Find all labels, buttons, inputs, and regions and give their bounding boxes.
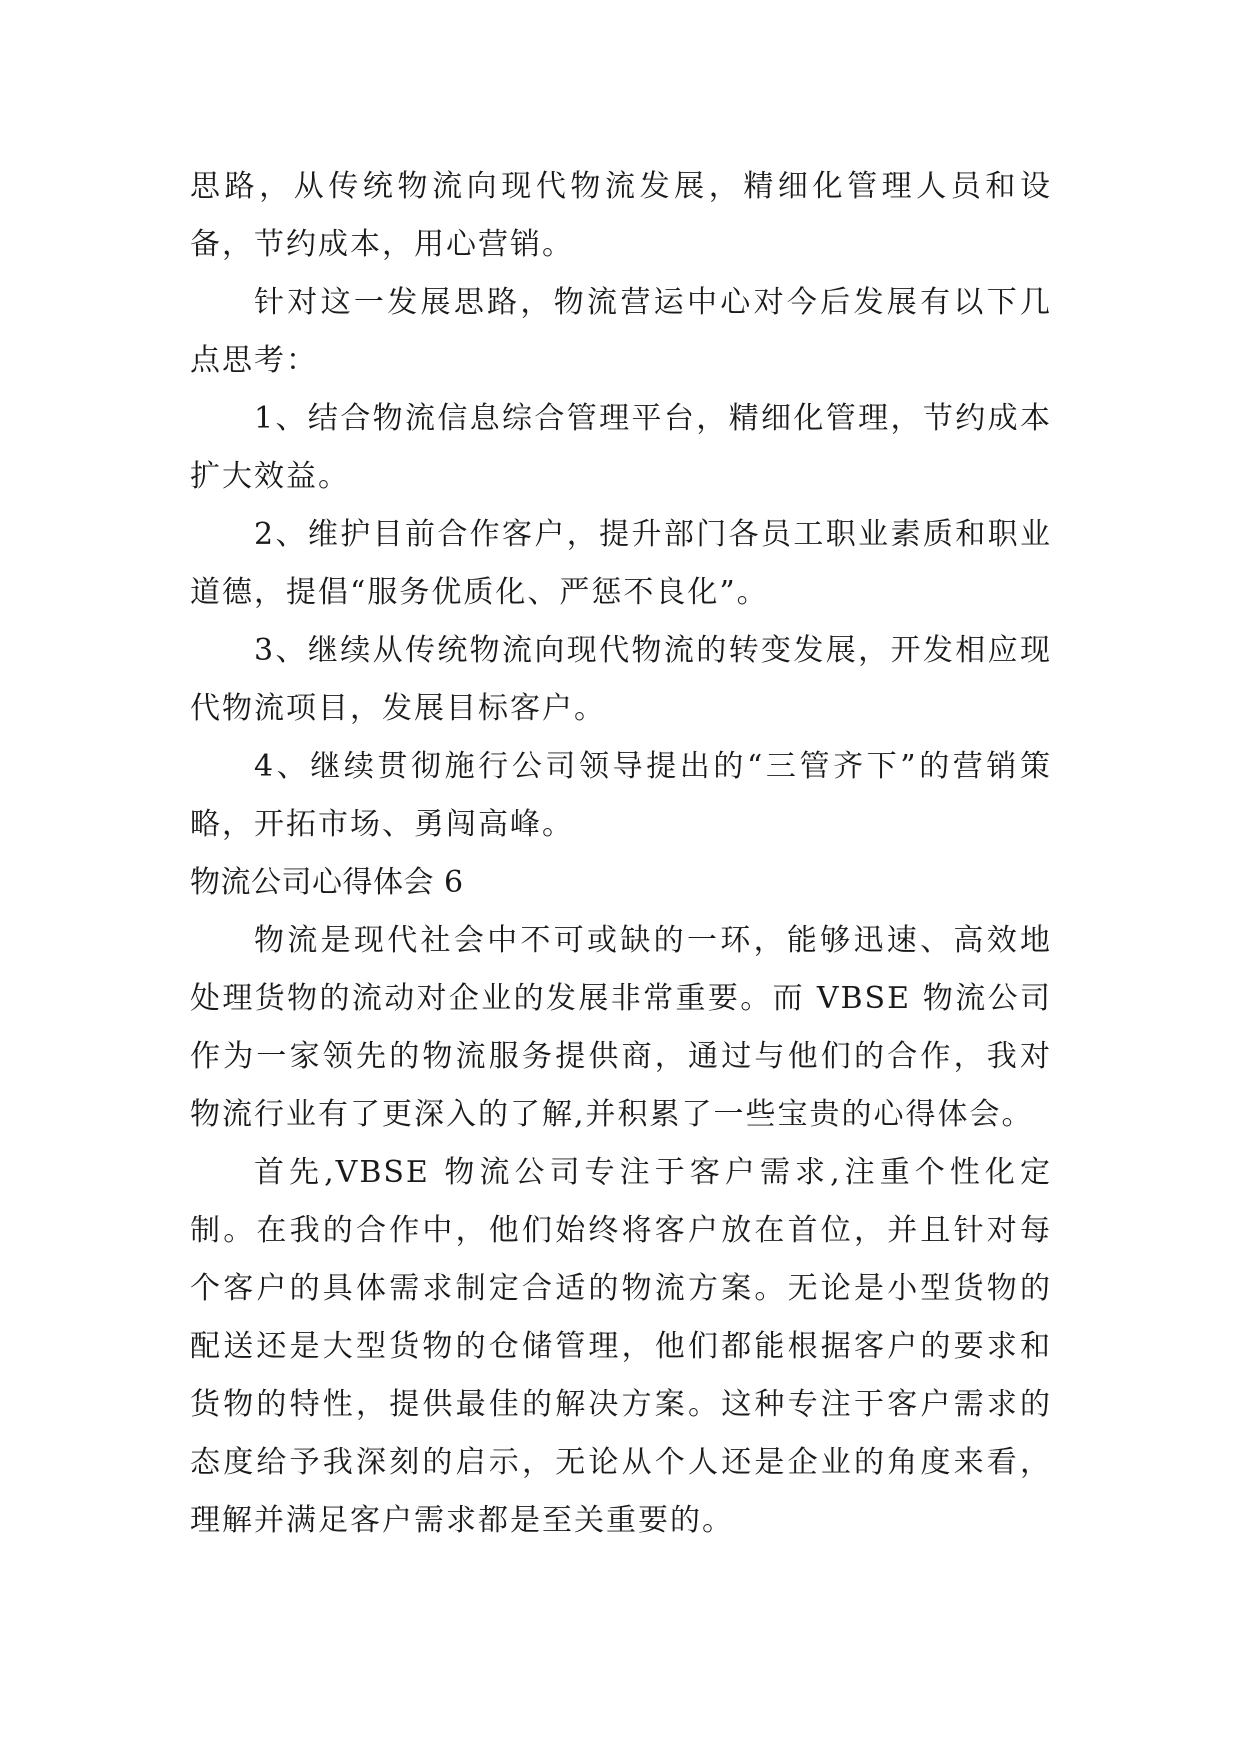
paragraph-intro: 针对这一发展思路，物流营运中心对今后发展有以下几点思考： — [190, 285, 1052, 378]
paragraph-continued: 思路，从传统物流向现代物流发展，精细化管理人员和设备，节约成本，用心营销。 — [190, 169, 1052, 262]
list-item-4: 4、继续贯彻施行公司领导提出的“三管齐下”的营销策略，开拓市场、勇闯高峰。 — [190, 749, 1052, 842]
paragraph-section-1: 物流是现代社会中不可或缺的一环，能够迅速、高效地处理货物的流动对企业的发展非常重要。而 VBSE 物流公司作为一家领先的物流服务提供商，通过与他们的合作，我对物流行业有了更深入的了解,并积累了一些宝贵的心得体会。 — [190, 923, 1052, 1132]
list-item-3: 3、继续从传统物流向现代物流的转变发展，开发相应现代物流项目，发展目标客户。 — [190, 633, 1052, 726]
paragraph-section-2: 首先,VBSE 物流公司专注于客户需求,注重个性化定制。在我的合作中，他们始终将客户放在首位，并且针对每个客户的具体需求制定合适的物流方案。无论是小型货物的配送还是大型货物的仓储管理，他们都能根据客户的要求和货物的特性，提供最佳的解决方案。这种专注于客户需求的态度给予我深刻的启示，无论从个人还是企业的角度来看，理解并满足客户需求都是至关重要的。 — [190, 1155, 1052, 1538]
document-body — [190, 158, 1052, 1550]
list-item-2: 2、维护目前合作客户，提升部门各员工职业素质和职业道德，提倡“服务优质化、严惩不良化”。 — [190, 517, 1052, 610]
list-item-1: 1、结合物流信息综合管理平台，精细化管理，节约成本扩大效益。 — [190, 401, 1052, 494]
section-heading: 物流公司心得体会 6 — [190, 865, 464, 900]
